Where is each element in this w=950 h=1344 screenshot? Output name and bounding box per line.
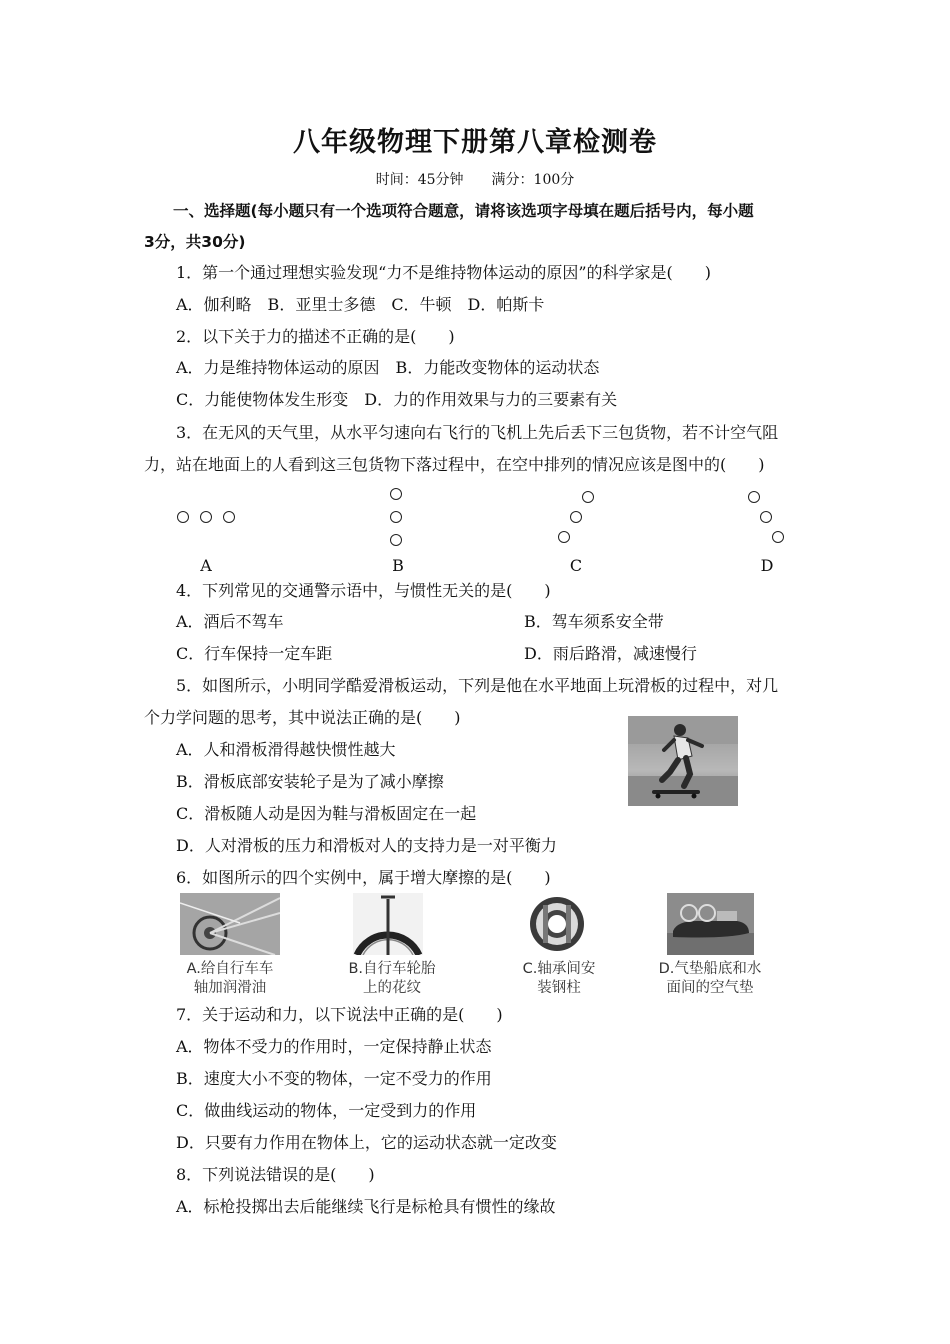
package-circle [223, 511, 235, 523]
question-7-option-a: A．物体不受力的作用时，一定保持静止状态 [176, 1037, 492, 1056]
question-5-stem: 5．如图所示，小明同学酷爱滑板运动，下列是他在水平地面上玩滑板的过程中，对几 [176, 676, 779, 695]
bicycle-axle-photo [180, 893, 280, 955]
question-3-stem-cont: 力，站在地面上的人看到这三包货物下落过程中，在空中排列的情况应该是图中的( ) [144, 455, 765, 474]
diagram-label-d: D [760, 556, 774, 575]
question-8-option-a: A．标枪投掷出去后能继续飞行是标枪具有惯性的缘故 [176, 1197, 556, 1216]
package-circle [200, 511, 212, 523]
package-circle [748, 491, 760, 503]
caption-d-line1: D.气垫船底和水 [658, 961, 762, 977]
skateboard-photo [628, 716, 738, 806]
question-5-option-d: D．人对滑板的压力和滑板对人的支持力是一对平衡力 [176, 836, 557, 855]
question-2-stem: 2．以下关于力的描述不正确的是( ) [176, 327, 455, 346]
question-1-options: A．伽利略 B．亚里士多德 C．牛顿 D．帕斯卡 [176, 295, 545, 314]
question-7-stem: 7．关于运动和力，以下说法中正确的是( ) [176, 1005, 503, 1024]
caption-c-line2: 装钢柱 [537, 980, 581, 996]
hovercraft-photo [667, 893, 754, 955]
caption-b-line2: 上的花纹 [363, 980, 421, 996]
section-heading-cont: 3分，共30分) [144, 233, 246, 251]
caption-b-line1: B.自行车轮胎 [348, 961, 436, 977]
question-4-option-d: D．雨后路滑，减速慢行 [524, 644, 697, 663]
question-8-stem: 8．下列说法错误的是( ) [176, 1165, 375, 1184]
question-7-option-d: D．只要有力作用在物体上，它的运动状态就一定改变 [176, 1133, 557, 1152]
caption-c-line1: C.轴承间安 [522, 961, 596, 977]
caption-b [327, 960, 457, 998]
package-circle [760, 511, 772, 523]
question-5-stem-cont: 个力学问题的思考，其中说法正确的是( ) [144, 708, 461, 727]
bearing-photo [527, 895, 587, 953]
question-1-stem: 1．第一个通过理想实验发现“力不是维持物体运动的原因”的科学家是( ) [176, 263, 712, 282]
question-2-options-ab: A．力是维持物体运动的原因 B．力能改变物体的运动状态 [176, 358, 600, 377]
question-6-stem: 6．如图所示的四个实例中，属于增大摩擦的是( ) [176, 868, 551, 887]
package-circle [570, 511, 582, 523]
caption-d [645, 960, 775, 998]
question-7-option-b: B．速度大小不变的物体，一定不受力的作用 [176, 1069, 492, 1088]
section-heading: 一、选择题(每小题只有一个选项符合题意，请将该选项字母填在题后括号内，每小题 [173, 202, 754, 220]
question-5-option-c: C．滑板随人动是因为鞋与滑板固定在一起 [176, 804, 477, 823]
package-circle [558, 531, 570, 543]
caption-a-line1: A.给自行车车 [186, 961, 274, 977]
question-5-option-a: A．人和滑板滑得越快惯性越大 [176, 740, 396, 759]
diagram-label-a: A [200, 556, 212, 575]
caption-d-line2: 面间的空气垫 [666, 980, 754, 996]
exam-meta: 时间：45分钟 满分：100分 [375, 172, 575, 188]
question-4-option-a: A．酒后不驾车 [176, 612, 284, 631]
page-title: 八年级物理下册第八章检测卷 [293, 127, 657, 158]
question-3-stem: 3．在无风的天气里，从水平匀速向右飞行的飞机上先后丢下三包货物，若不计空气阻 [176, 423, 779, 442]
caption-a-line2: 轴加润滑油 [193, 980, 267, 996]
question-2-options-cd: C．力能使物体发生形变 D．力的作用效果与力的三要素有关 [176, 390, 618, 409]
package-circle [772, 531, 784, 543]
question-4-stem: 4．下列常见的交通警示语中，与惯性无关的是( ) [176, 581, 551, 600]
question-4-option-b: B．驾车须系安全带 [524, 612, 664, 631]
package-circle [390, 534, 402, 546]
diagram-label-c: C [569, 556, 583, 575]
caption-a [165, 960, 295, 998]
caption-c [494, 960, 624, 998]
question-4-option-c: C．行车保持一定车距 [176, 644, 333, 663]
package-circle [390, 488, 402, 500]
package-circle [390, 511, 402, 523]
package-circle [177, 511, 189, 523]
package-circle [582, 491, 594, 503]
question-5-option-b: B．滑板底部安装轮子是为了减小摩擦 [176, 772, 444, 791]
diagram-label-b: B [392, 556, 404, 575]
bicycle-tire-photo [353, 893, 423, 955]
question-7-option-c: C．做曲线运动的物体，一定受到力的作用 [176, 1101, 477, 1120]
